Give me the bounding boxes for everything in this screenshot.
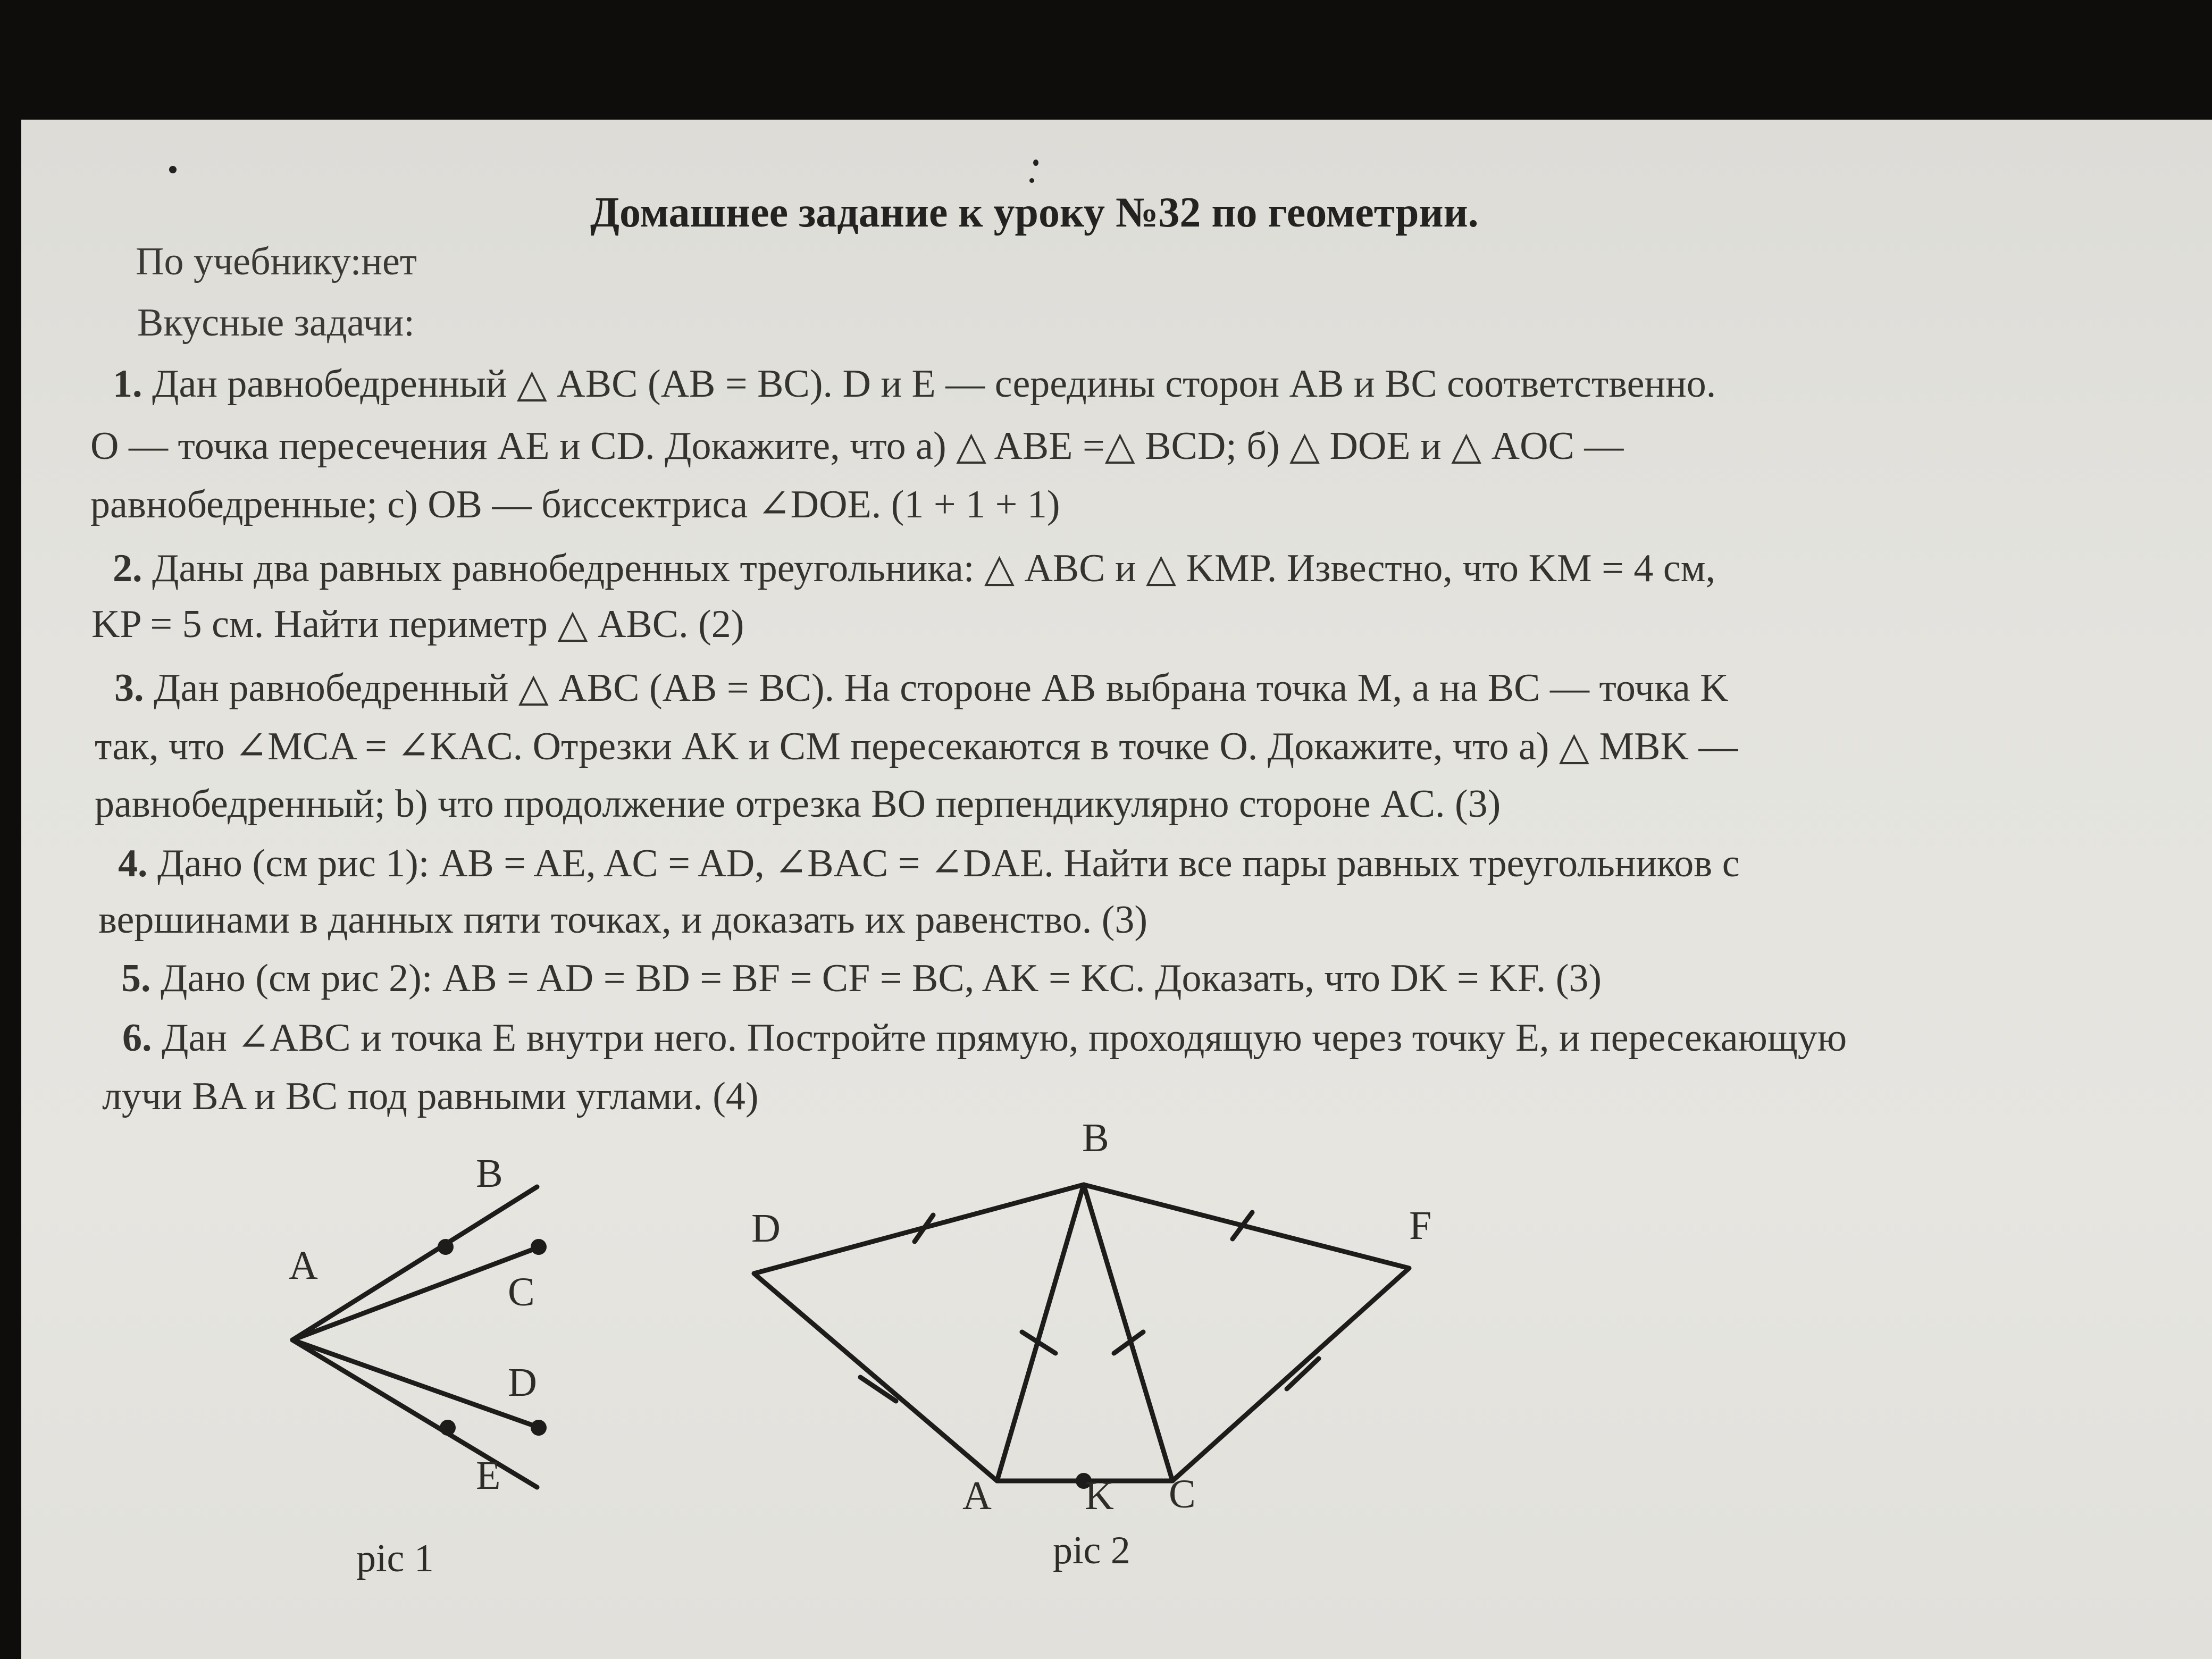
problem-text: вершинами в данных пяти точках, и доказать их равенство. (3) [98,898,1148,942]
label-b: B [1082,1116,1109,1160]
point-e [440,1420,456,1436]
problem-text: O — точка пересечения AE и CD. Докажите, что a) △ ABE =△ BCD; б) △ DOE и △ AOC — [90,424,1624,468]
problem-number: 4. [118,842,148,885]
problem-text: Дано (см рис 2): AB = AD = BD = BF = CF = BC, AK = KC. Доказать, что DK = KF. (3) [161,957,1602,1000]
figure-2 [754,1185,1409,1481]
problem-text: лучи BA и BC под равными углами. (4) [102,1075,759,1118]
label-d: D [508,1360,537,1405]
label-a: A [289,1243,318,1288]
point-c [531,1239,547,1255]
problem-number: 5. [121,957,151,1000]
figure-1-points [438,1239,547,1436]
outline-dbfca [754,1185,1409,1481]
figure-1 [292,1187,540,1487]
problem-text: Дан ∠ABC и точка E внутри него. Постройте прямую, проходящую через точку E, и пересекающую [162,1016,1847,1060]
problem-text: равнобедренные; c) OB — биссектриса ∠DOE. (1 + 1 + 1) [90,483,1060,526]
point-d [531,1420,547,1436]
segment-ab [997,1185,1084,1481]
problem-text: равнобедренный; b) что продолжение отрезка BO перпендикулярно стороне AC. (3) [95,782,1501,826]
label-c: C [1169,1472,1196,1516]
label-k: K [1085,1473,1114,1518]
figure-1-caption: pic 1 [356,1537,434,1580]
label-f: F [1409,1203,1432,1248]
problem-text: Дан равнобедренный △ ABC (AB = BC). На стороне AB выбрана точка M, а на BC — точка K [154,666,1729,710]
label-a: A [962,1473,992,1518]
problem-number: 2. [113,547,143,590]
label-d: D [751,1206,781,1251]
problem-text: Даны два равных равнобедренных треугольника: △ ABC и △ KMP. Известно, что KM = 4 см, [152,547,1716,590]
point-b [438,1239,454,1255]
problem-text: Дан равнобедренный △ ABC (AB = BC). D и E — середины сторон AB и BC соответственно. [152,362,1716,406]
segment-cb [1084,1185,1172,1481]
problem-number: 6. [122,1016,152,1060]
textbook-line: По учебнику:нет [136,240,417,283]
problem-text: KP = 5 см. Найти периметр △ ABC. (2) [91,602,744,646]
problem-number: 3. [114,666,144,710]
label-b: B [476,1151,503,1196]
problem-text: Дано (см рис 1): AB = AE, AC = AD, ∠BAC = ∠DAE. Найти все пары равных треугольников с [157,842,1740,885]
problem-text: так, что ∠MCA = ∠KAC. Отрезки AK и CM пересекаются в точке O. Докажите, что a) △ MBK — [95,725,1738,768]
figure-2-caption: pic 2 [1053,1529,1130,1572]
page-title: Домашнее задание к уроку №32 по геометрии. [590,189,1479,236]
label-c: C [508,1270,535,1314]
problem-number: 1. [113,362,143,406]
label-e: E [476,1453,501,1498]
subheading: Вкусные задачи: [137,301,415,345]
